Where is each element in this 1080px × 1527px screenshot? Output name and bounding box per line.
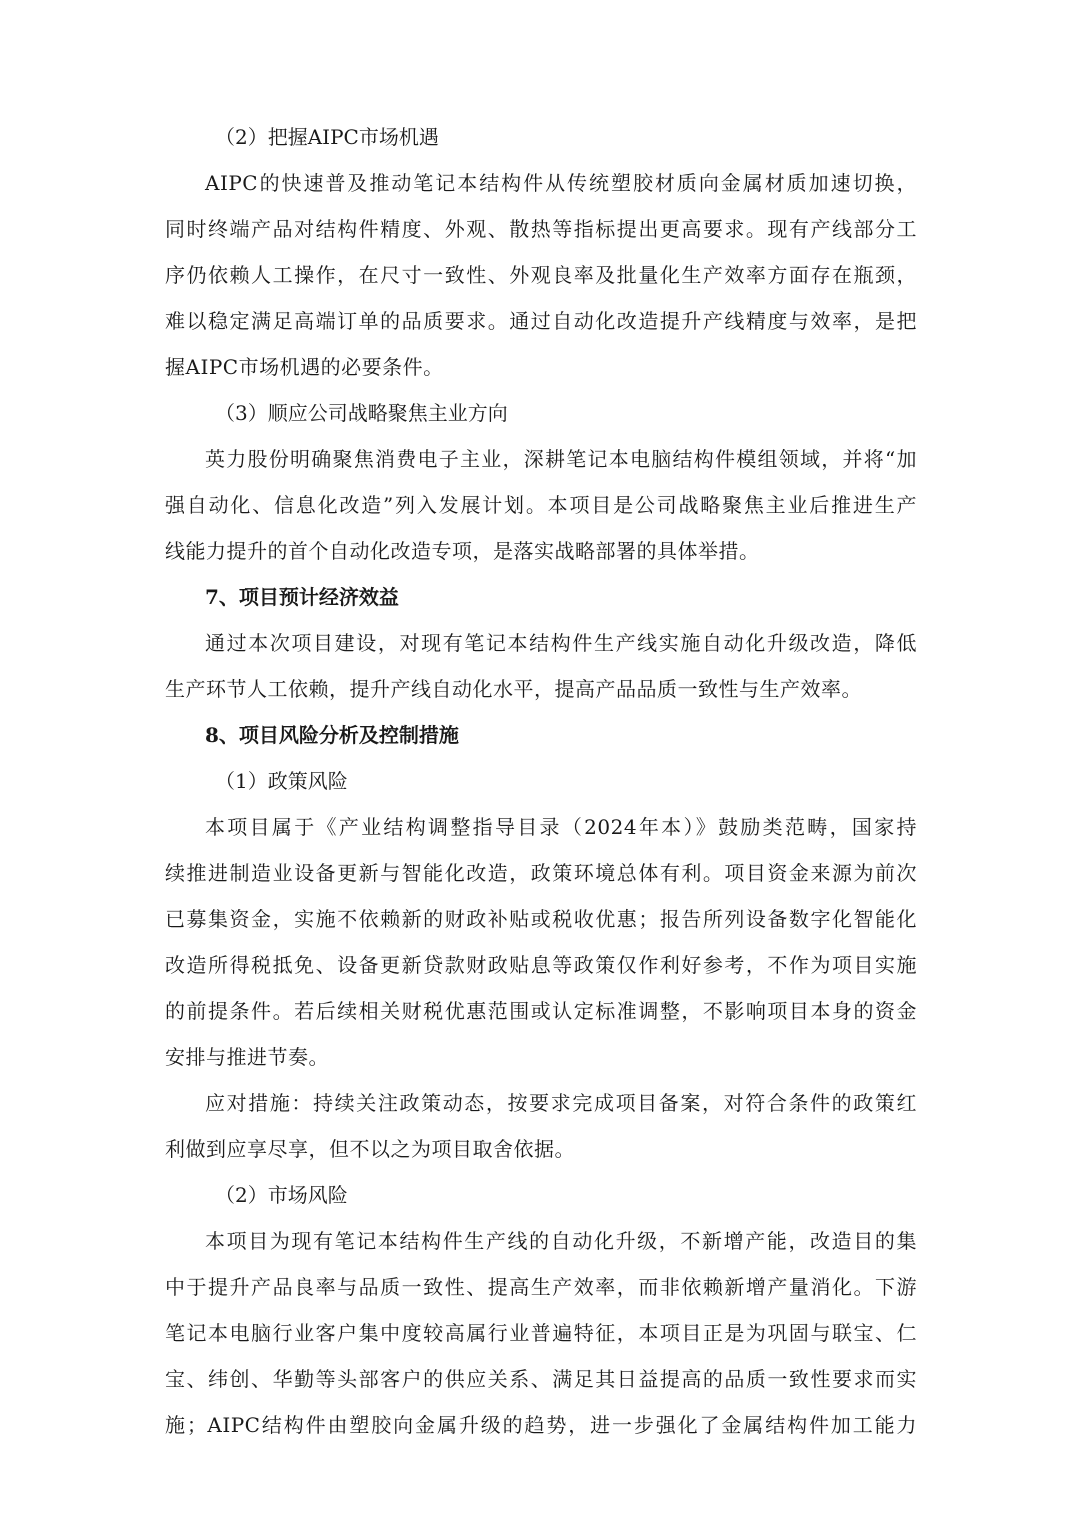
paragraph (165, 1080, 917, 1172)
paragraph (165, 1218, 917, 1448)
paragraph-line: 改造所得税抵免、设备更新贷款财政贴息等政策仅作利好参考，不作为项目实施 (165, 953, 917, 977)
section-heading: 7、项目预计经济效益 (205, 585, 399, 609)
paragraph-line: 施；AIPC结构件由塑胶向金属升级的趋势，进一步强化了金属结构件加工能力 (165, 1413, 917, 1437)
paragraph-line: 序仍依赖人工操作，在尺寸一致性、外观良率及批量化生产效率方面存在瓶颈， (165, 263, 917, 287)
paragraph-line: 应对措施：持续关注政策动态，按要求完成项目备案，对符合条件的政策红 (205, 1091, 917, 1115)
paragraph (165, 160, 917, 390)
sub-heading: （2）市场风险 (215, 1183, 348, 1207)
sub-heading: （1）政策风险 (215, 769, 348, 793)
paragraph-line: 同时终端产品对结构件精度、外观、散热等指标提出更高要求。现有产线部分工 (165, 217, 917, 241)
paragraph (165, 620, 917, 712)
paragraph (165, 804, 917, 1080)
paragraph-line: 中于提升产品良率与品质一致性、提高生产效率，而非依赖新增产量消化。下游 (165, 1275, 917, 1299)
paragraph-line: 握AIPC市场机遇的必要条件。 (165, 355, 444, 379)
paragraph-line: 英力股份明确聚焦消费电子主业，深耕笔记本电脑结构件模组领域，并将“加 (205, 447, 917, 471)
paragraph-line: 已募集资金，实施不依赖新的财政补贴或税收优惠；报告所列设备数字化智能化 (165, 907, 917, 931)
paragraph-line: 本项目为现有笔记本结构件生产线的自动化升级，不新增产能，改造目的集 (205, 1229, 917, 1253)
paragraph-line: 本项目属于《产业结构调整指导目录（2024年本）》鼓励类范畴，国家持 (205, 815, 917, 839)
paragraph (165, 436, 917, 574)
sub-heading: （2）把握AIPC市场机遇 (215, 125, 439, 149)
paragraph-line: 利做到应享尽享，但不以之为项目取舍依据。 (165, 1137, 575, 1161)
paragraph-line: 续推进制造业设备更新与智能化改造，政策环境总体有利。项目资金来源为前次 (165, 861, 917, 885)
section-heading: 8、项目风险分析及控制措施 (205, 723, 459, 747)
document-body (165, 114, 917, 1448)
paragraph-line: 的前提条件。若后续相关财税优惠范围或认定标准调整，不影响项目本身的资金 (165, 999, 917, 1023)
paragraph-line: 笔记本电脑行业客户集中度较高属行业普遍特征，本项目正是为巩固与联宝、仁 (165, 1321, 917, 1345)
paragraph-line: AIPC的快速普及推动笔记本结构件从传统塑胶材质向金属材质加速切换， (205, 171, 917, 195)
paragraph-line: 强自动化、信息化改造”列入发展计划。本项目是公司战略聚焦主业后推进生产 (165, 493, 917, 517)
paragraph-line: 安排与推进节奏。 (165, 1045, 329, 1069)
paragraph-line: 宝、纬创、华勤等头部客户的供应关系、满足其日益提高的品质一致性要求而实 (165, 1367, 917, 1391)
paragraph-line: 通过本次项目建设，对现有笔记本结构件生产线实施自动化升级改造，降低 (205, 631, 917, 655)
sub-heading: （3）顺应公司战略聚焦主业方向 (215, 401, 508, 425)
paragraph-line: 生产环节人工依赖，提升产线自动化水平，提高产品品质一致性与生产效率。 (165, 677, 862, 701)
paragraph-line: 线能力提升的首个自动化改造专项，是落实战略部署的具体举措。 (165, 539, 760, 563)
paragraph-line: 难以稳定满足高端订单的品质要求。通过自动化改造提升产线精度与效率，是把 (165, 309, 917, 333)
